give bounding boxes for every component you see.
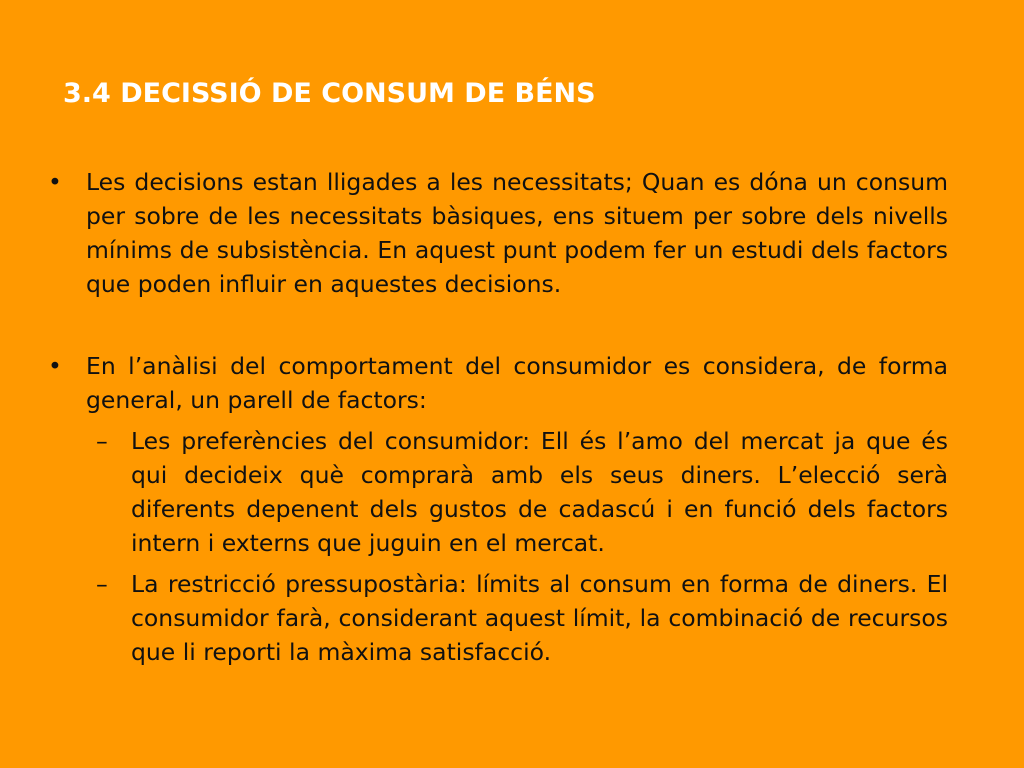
bullet-text: En l’anàlisi del comportament del consumidor es considera, de forma general, un parell de factors: bbox=[86, 352, 948, 414]
sub-marker: – bbox=[96, 427, 108, 455]
bullet-marker: • bbox=[48, 352, 62, 380]
slide-title: 3.4 DECISSIÓ DE CONSUM DE BÉNS bbox=[63, 78, 596, 109]
sub-text: La restricció pressupostària: límits al consum en forma de diners. El consumidor farà, considerant aquest límit, la combinació de recursos que li reporti la màxima satisfacció. bbox=[131, 570, 948, 666]
sub-text: Les preferències del consumidor: Ell és l’amo del mercat ja que és qui decideix què comprarà amb els seus diners. L’elecció serà diferents depenent dels gustos de cadascú i en funció dels factors intern i externs que juguin en el mercat. bbox=[131, 427, 948, 557]
sub-item-preferences bbox=[96, 424, 948, 560]
bullet-text: Les decisions estan lligades a les necessitats; Quan es dóna un consum per sobre de les necessitats bàsiques, ens situem per sobre dels nivells mínims de subsistència. En aquest punt podem fer un estudi dels factors que poden influir en aquestes decisions. bbox=[86, 168, 948, 298]
bullet-item-analysis bbox=[48, 349, 948, 417]
sub-item-budget-constraint bbox=[96, 567, 948, 669]
bullet-item-decisions bbox=[48, 165, 948, 301]
sub-marker: – bbox=[96, 570, 108, 598]
bullet-marker: • bbox=[48, 168, 62, 196]
